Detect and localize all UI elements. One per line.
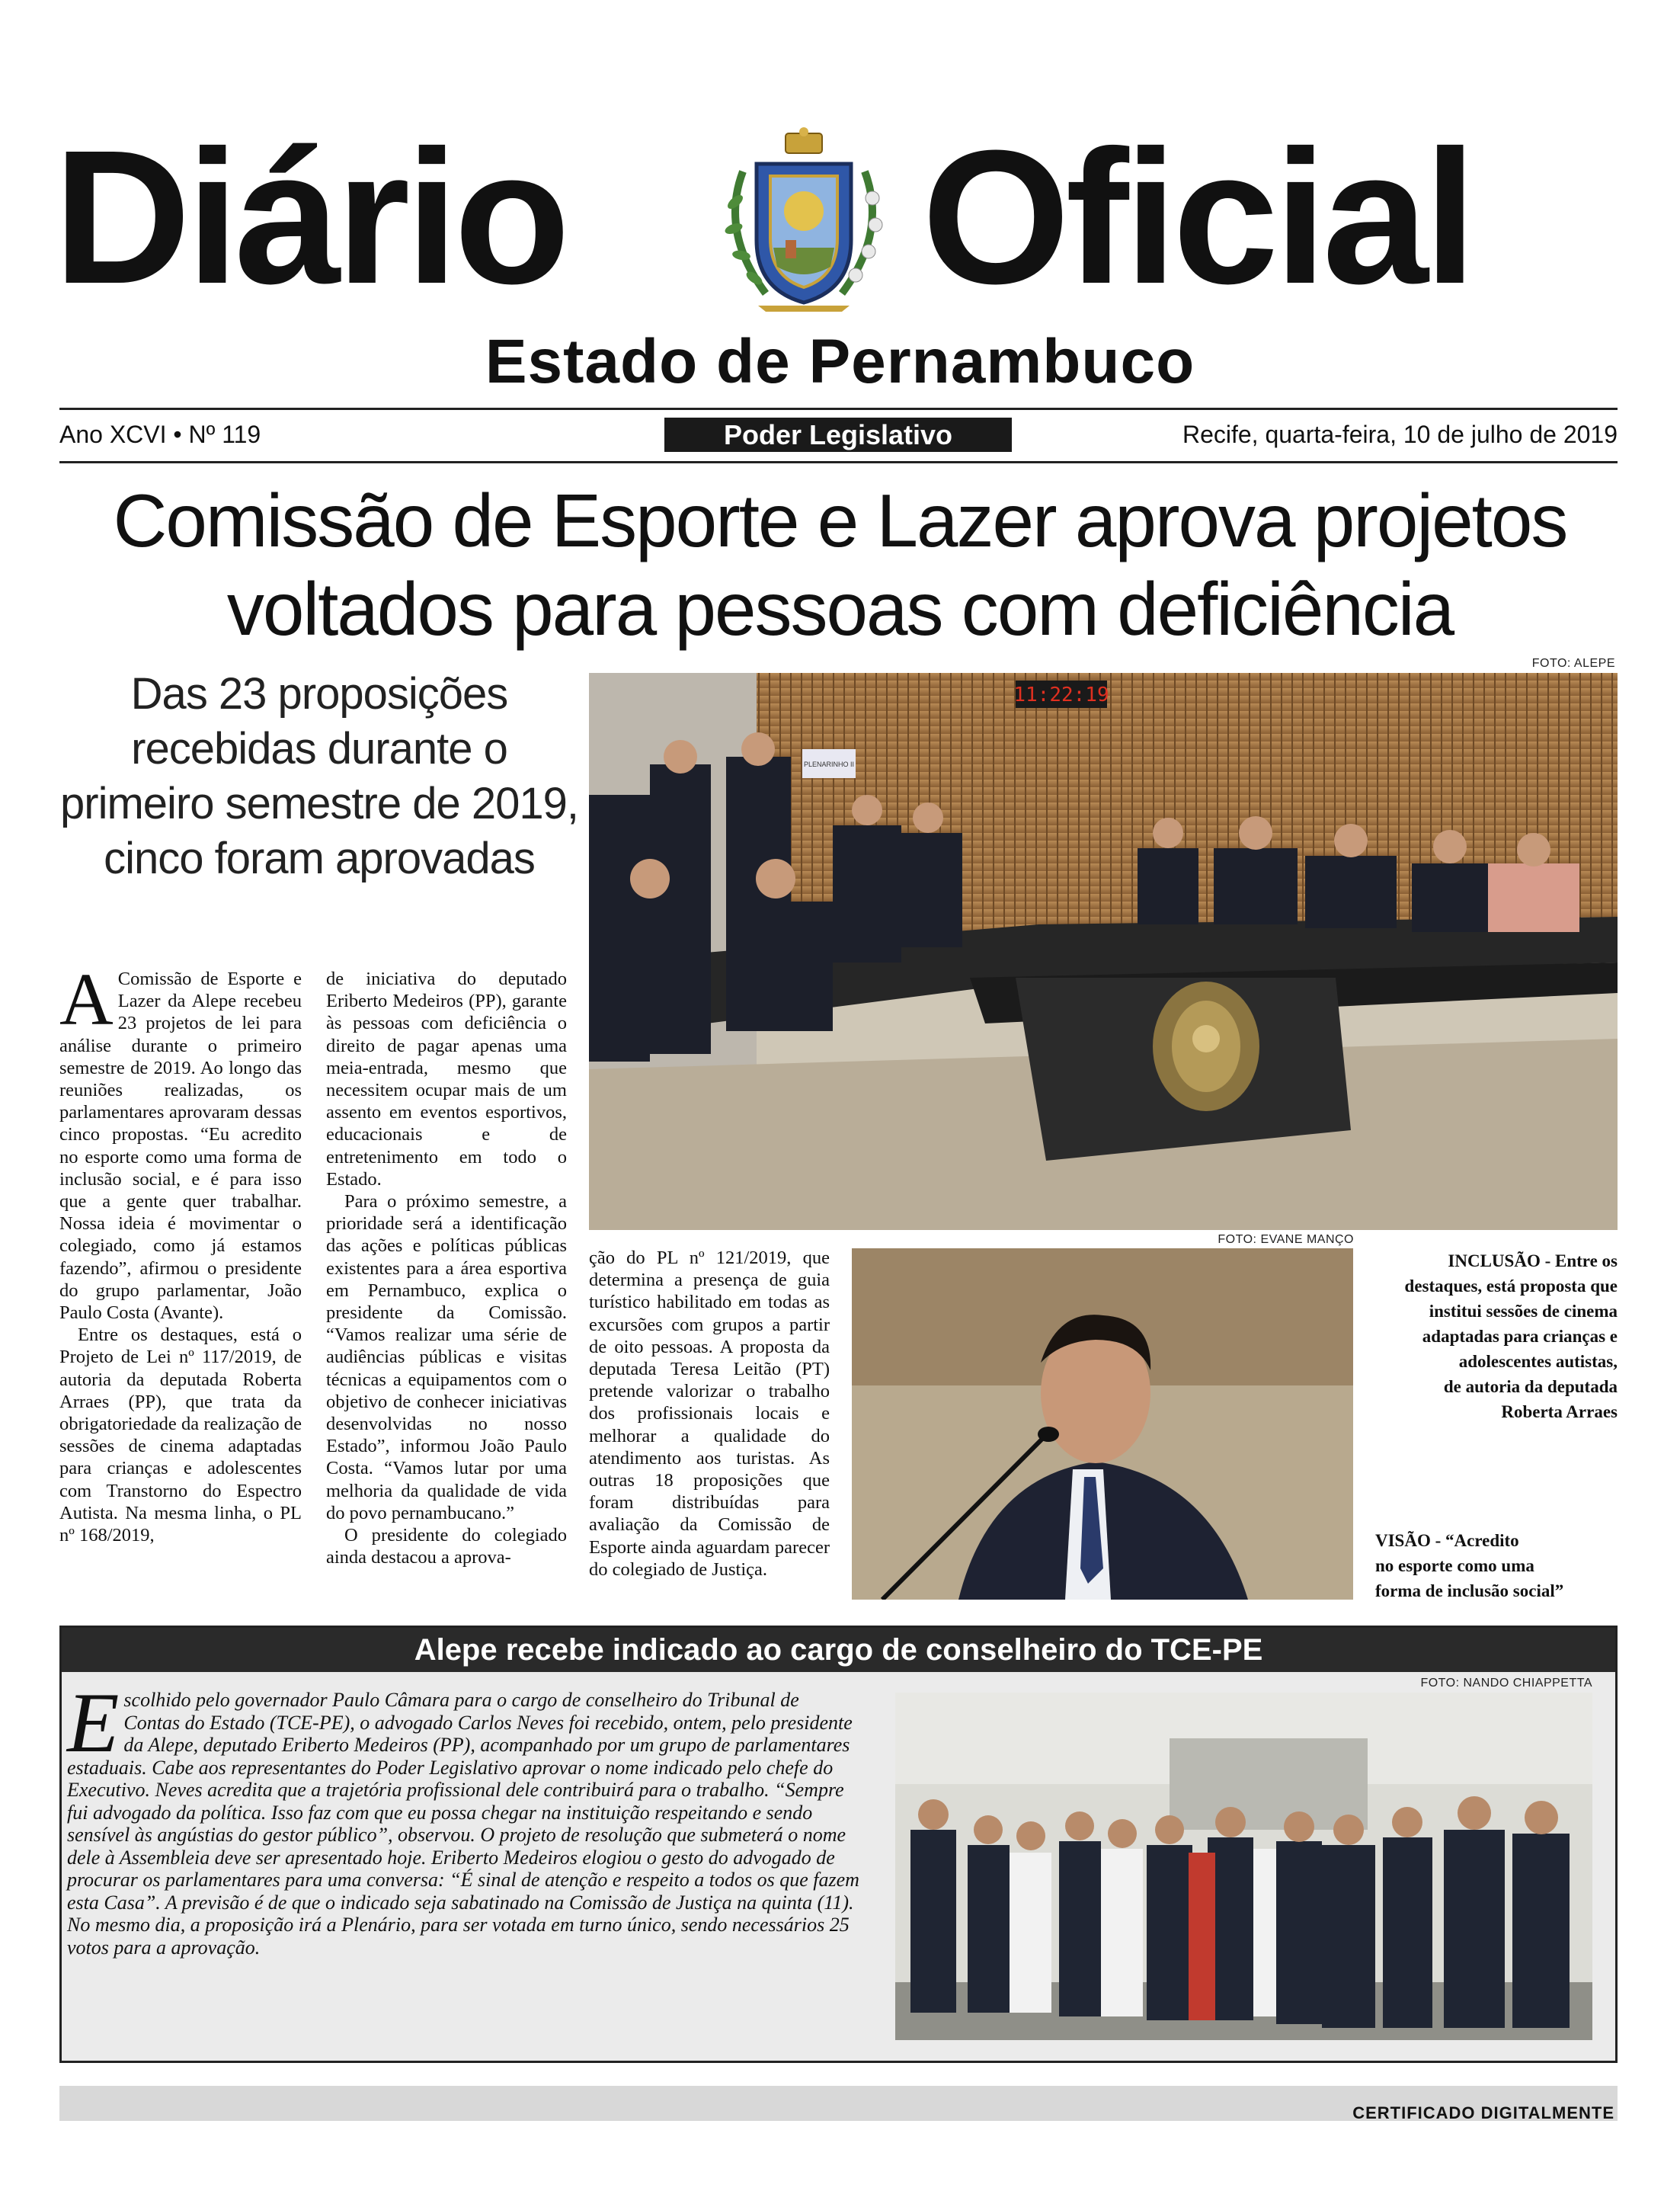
headline-line-2: voltados para pessoas com deficiência	[226, 567, 1454, 651]
deck-subheadline: Das 23 proposições recebidas durante o primeiro semestre de 2019, cinco foram aprovadas	[60, 669, 578, 883]
branch-label: Poder Legislativo	[664, 418, 1012, 452]
article-column-1	[59, 959, 302, 1546]
deputy-portrait-illustration	[852, 1248, 1353, 1600]
masthead-word-diario: Diário	[53, 111, 566, 323]
photo-credit-alepe: FOTO: ALEPE	[1531, 657, 1615, 670]
edition-number: Ano XCVI • Nº 119	[59, 421, 261, 448]
article-column-3	[589, 1247, 830, 1581]
box-article-text	[67, 1676, 859, 1959]
col1-paragraph-2: Entre os destaques, está o Projeto de Lei nº 117/2019, de autoria da deputada Roberta Arraes (PP), que trata da obrigatoriedade da realização de sessões de cinema adaptadas para crianças e adolescentes com Transtorno do Espectro Autista. Na mesma linha, o PL nº 168/2019,	[59, 1325, 302, 1546]
box-title: Alepe recebe indicado ao cargo de conselheiro do TCE-PE	[62, 1628, 1615, 1672]
col2-paragraph-2: Para o próximo semestre, a prioridade será a identificação das ações e políticas públicas existentes para a área esportiva em Pernambuco, explica o presidente da Comissão. “Vamos realizar uma série de audiências públicas e visitas técnicas a equipamentos com o objetivo de conhecer iniciativas desenvolvidas no nosso Estado”, informou João Paulo Costa. “Vamos lutar por uma melhoria da qualidade de vida do povo pernambucano.”	[326, 1191, 567, 1523]
committee-meeting-illustration	[589, 673, 1618, 1230]
col1-paragraph-1: Comissão de Esporte e Lazer da Alepe recebeu 23 projetos de lei para análise durante o primeiro semestre de 2019. Ao longo das reuniões realizadas, os parlamentares aprovaram dessas cinco propostas. “Eu acredito no esporte como uma forma de inclusão social, e é para isso que a gente quer trabalhar. Nossa ideia é movimentar o colegiado, como já estamos fazendo”, afirmou o presidente do grupo parlamentar, João Paulo Costa (Avante).	[59, 969, 302, 1324]
group-photo	[895, 1693, 1592, 2040]
photo-credit-nando: FOTO: NANDO CHIAPPETTA	[1420, 1677, 1592, 1690]
caption-visao: VISÃO - “Acredito no esporte como uma forma de inclusão social”	[1375, 1531, 1564, 1600]
clock-display: 11:22:19	[1013, 684, 1109, 706]
coat-of-arms-icon	[712, 126, 895, 312]
box-paragraph: scolhido pelo governador Paulo Câmara para o cargo de conselheiro do Tribunal de Contas do Estado (TCE-PE), o advogado Carlos Neves foi recebido, ontem, pelo presidente da Alepe, deputado Eriberto Medeiros (PP), acompanhado por um grupo de parlamentares estaduais. Cabe aos representantes do Poder Legislativo aprovar o nome indicado pelo chefe do Executivo. Neves acredita que a trajetória profissional dele contribuirá para o trabalho. “Sempre fui advogado da política. Isso faz com que eu possa chegar na instituição respeitando e sendo sensível às angústias do gestor público”, observou. O projeto de resolução que submeterá o nome dele à Assembleia deve ser apresentado hoje. Eriberto Medeiros elogiou o gesto do advogado de procurar os parlamentares para uma conversa: “É sinal de atenção e respeito a todos os que fazem esta Casa”. A previsão é de que o indicado seja sabatinado na Comissão de Justiça na quinta (11). No mesmo dia, a proposição irá a Plenário, para ser votada em turno único, sendo necessários 25 votos para a aprovação.	[67, 1689, 859, 1959]
masthead-rule-bottom	[59, 461, 1618, 463]
committee-meeting-photo	[589, 673, 1618, 1230]
dropcap-letter: A	[59, 959, 114, 1041]
dateline: Recife, quarta-feira, 10 de julho de 2019	[1182, 421, 1618, 448]
masthead-rule-top	[59, 408, 1618, 410]
room-sign: PLENARINHO II	[803, 761, 855, 768]
group-photo-illustration	[895, 1693, 1592, 2040]
photo-credit-evane: FOTO: EVANE MANÇO	[1218, 1233, 1354, 1246]
caption-inclusao: INCLUSÃO - Entre os destaques, está proposta que institui sessões de cinema adaptadas para crianças e adolescentes autistas, de autoria da deputada Roberta Arraes	[1404, 1251, 1618, 1421]
box-dropcap-letter: E	[67, 1676, 120, 1770]
headline-line-1: Comissão de Esporte e Lazer aprova projetos	[113, 479, 1567, 562]
col2-paragraph-3: O presidente do colegiado ainda destacou a aprova-	[326, 1525, 567, 1568]
col2-paragraph-1: de iniciativa do deputado Eriberto Medeiros (PP), garante às pessoas com deficiência o direito de pagar apenas uma meia-entrada, mesmo que necessitem ocupar mais de um assento em eventos esportivos, educacionais e de entretenimento em todo o Estado.	[326, 969, 567, 1190]
deputy-portrait-photo	[852, 1248, 1353, 1600]
article-column-2	[326, 968, 567, 1568]
col3-paragraph-1: ção do PL nº 121/2019, que determina a presença de guia turístico habilitado em todas as excursões com grupos a partir de oito pessoas. A proposta da deputada Teresa Leitão (PT) pretende valorizar o trabalho dos profissionais locais e melhorar a qualidade do atendimento aos turistas. As outras 18 proposições que foram distribuídas para avaliação da Comissão de Esporte ainda aguardam parecer do colegiado de Justiça.	[589, 1248, 830, 1580]
digital-certificate-note: CERTIFICADO DIGITALMENTE	[1352, 2103, 1614, 2122]
main-headline	[46, 476, 1634, 653]
masthead-word-oficial: Oficial	[922, 111, 1473, 323]
masthead-subtitle: Estado de Pernambuco	[485, 327, 1195, 396]
